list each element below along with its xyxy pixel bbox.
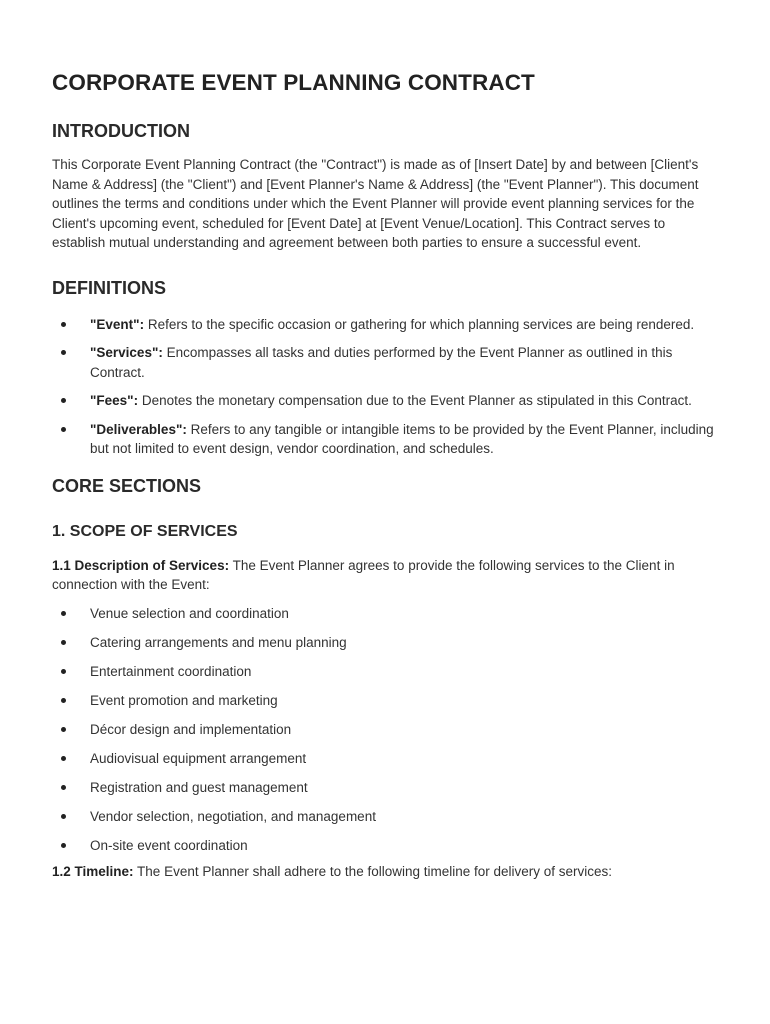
definition-term: "Event":: [90, 316, 145, 332]
service-item: [52, 720, 716, 740]
bullet-icon: [61, 322, 66, 327]
bullet-icon: [61, 669, 66, 674]
bullet-icon: [61, 756, 66, 761]
introduction-heading: INTRODUCTION: [52, 121, 190, 141]
service-text: Venue selection and coordination: [90, 605, 289, 621]
service-item: [52, 662, 716, 682]
definition-text: Encompasses all tasks and duties performed by the Event Planner as outlined in this Contract.: [90, 345, 673, 380]
bullet-icon: [61, 843, 66, 848]
service-item: [52, 836, 716, 856]
definitions-heading: DEFINITIONS: [52, 277, 167, 298]
timeline-label: 1.2 Timeline:: [52, 863, 134, 879]
bullet-icon: [61, 398, 66, 403]
definition-text: Refers to any tangible or intangible items to be provided by the Event Planner, including but not limited to event design, vendor coordination, and schedules.: [90, 421, 714, 456]
service-item: [52, 691, 716, 711]
timeline-paragraph: [52, 862, 716, 882]
description-of-services-paragraph: [52, 556, 716, 595]
definition-item-services: [52, 343, 716, 382]
introduction-paragraph: This Corporate Event Planning Contract (the "Contract") is made as of [Insert Date] by and between [Client's Name & Address] (the "Client") and [Event Planner's Name & Address] (the "Event Planner"). This document outlines the terms and conditions under which the Event Planner will provide event planning services for the Client's upcoming event, scheduled for [Event Date] at [Event Venue/Location]. This Contract serves to establish mutual understanding and agreement between both parties to ensure a successful event.: [52, 157, 699, 250]
service-item: [52, 604, 716, 624]
bullet-icon: [61, 785, 66, 790]
definitions-list: [52, 315, 716, 459]
service-text: Audiovisual equipment arrangement: [90, 750, 307, 766]
bullet-icon: [61, 727, 66, 732]
bullet-icon: [61, 640, 66, 645]
service-text: Entertainment coordination: [90, 663, 252, 679]
document-title: CORPORATE EVENT PLANNING CONTRACT: [52, 70, 535, 95]
definition-text: Denotes the monetary compensation due to the Event Planner as stipulated in this Contract.: [138, 393, 692, 408]
service-text: Vendor selection, negotiation, and management: [90, 809, 376, 825]
definition-item-deliverables: [52, 420, 716, 459]
service-item: [52, 778, 716, 798]
timeline-text: The Event Planner shall adhere to the following timeline for delivery of services:: [133, 863, 613, 879]
description-label: 1.1 Description of Services:: [52, 557, 230, 573]
service-text: On-site event coordination: [90, 838, 248, 854]
service-item: [52, 633, 716, 653]
services-list: [52, 604, 716, 856]
service-item: [52, 807, 716, 827]
bullet-icon: [61, 350, 66, 355]
bullet-icon: [61, 698, 66, 703]
definition-item-event: [52, 315, 716, 335]
definition-term: "Deliverables":: [90, 421, 187, 437]
service-text: Catering arrangements and menu planning: [90, 634, 347, 650]
bullet-icon: [61, 427, 66, 432]
scope-of-services-heading: 1. SCOPE OF SERVICES: [52, 522, 238, 540]
service-text: Décor design and implementation: [90, 721, 292, 737]
description-text: The Event Planner agrees to provide the following services to the Client in connection with the Event:: [52, 557, 675, 592]
definition-text: Refers to the specific occasion or gathering for which planning services are being rendered.: [144, 316, 695, 332]
bullet-icon: [61, 814, 66, 819]
service-item: [52, 749, 716, 769]
core-sections-heading: CORE SECTIONS: [52, 475, 202, 496]
definition-term: "Services":: [90, 345, 163, 360]
definition-term: "Fees":: [90, 393, 139, 408]
service-text: Registration and guest management: [90, 780, 308, 796]
definition-item-fees: [52, 391, 716, 411]
service-text: Event promotion and marketing: [90, 692, 278, 708]
bullet-icon: [61, 611, 66, 616]
